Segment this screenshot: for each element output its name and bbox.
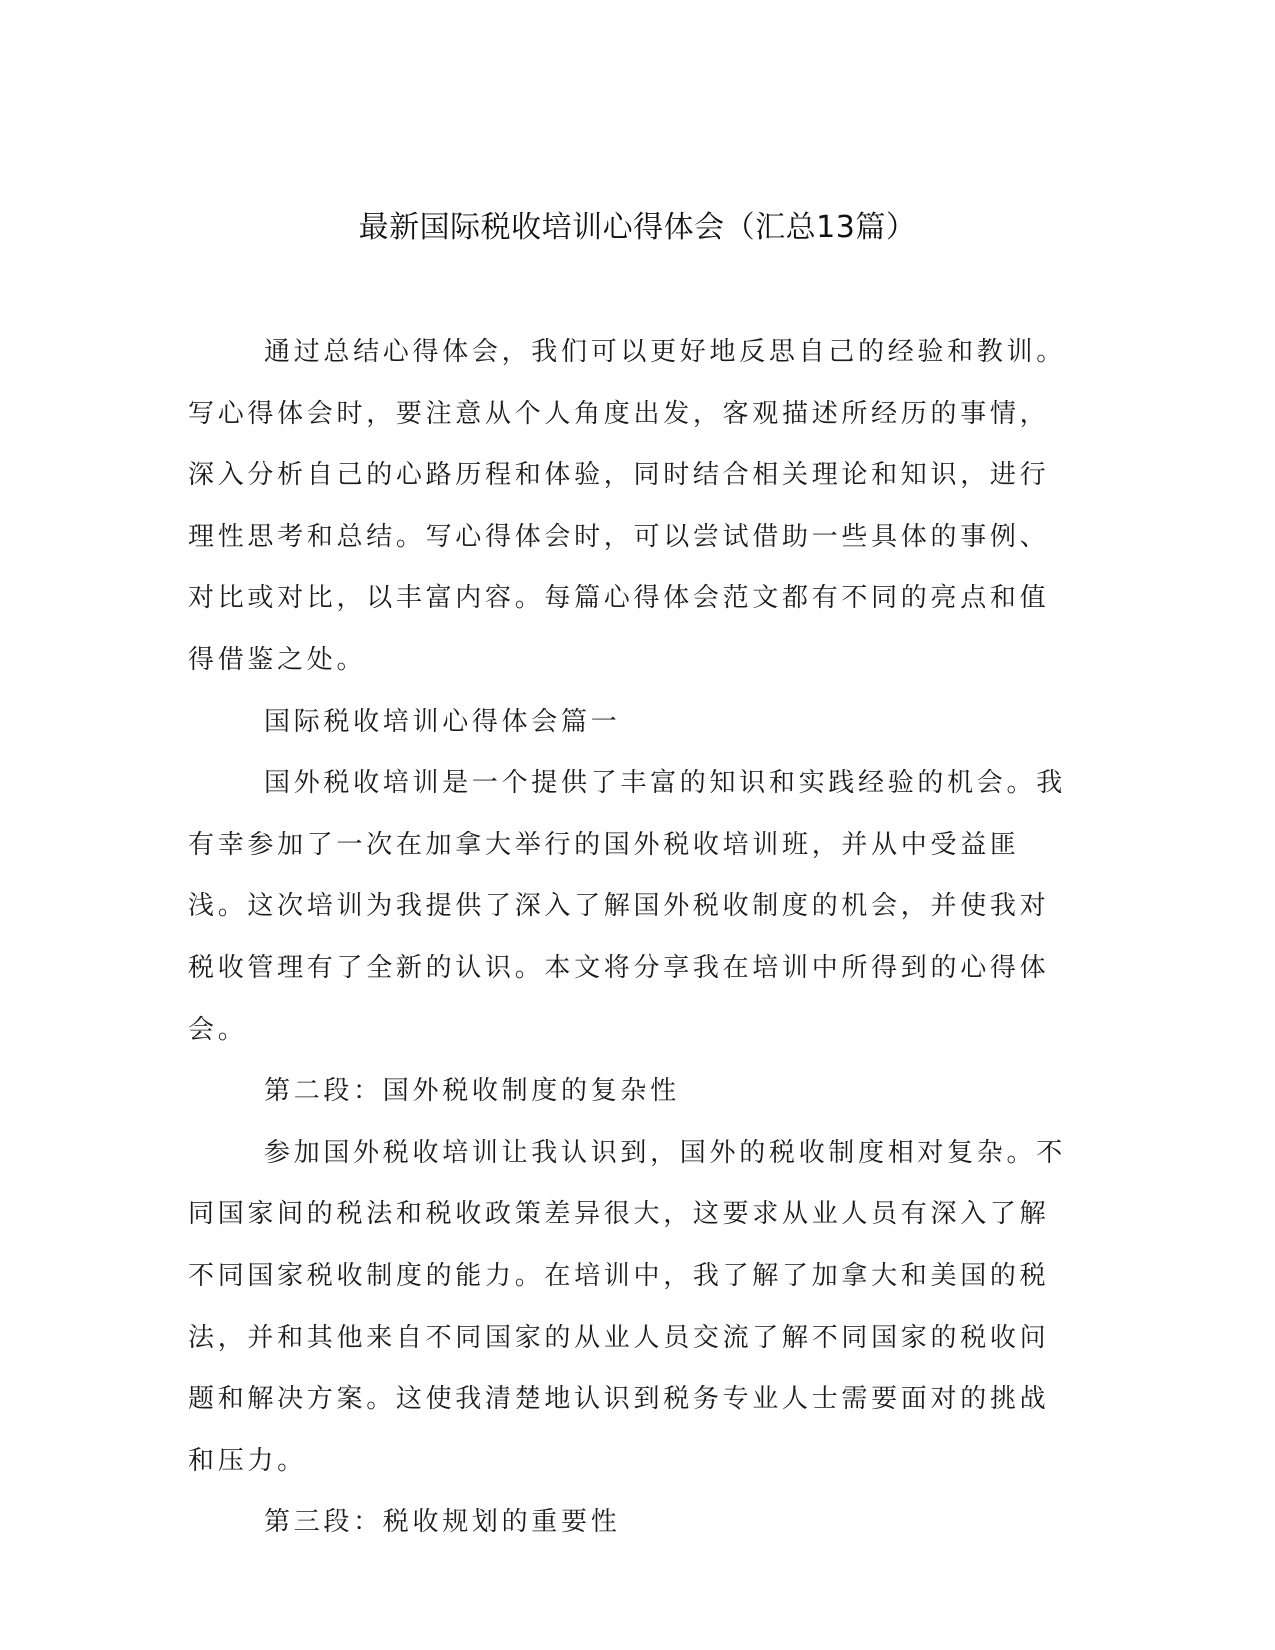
body-paragraph: 参加国外税收培训让我认识到，国外的税收制度相对复杂。不同国家间的税法和税收政策差异很大，这要求从业人员有深入了解不同国家税收制度的能力。在培训中，我了解了加拿大和美国的税法，并和其他来自不同国家的从业人员交流了解不同国家的税收问题和解决方案。这使我清楚地认识到税务专业人士需要面对的挑战和压力。 xyxy=(188,1137,1066,1476)
body-paragraph: 国外税收培训是一个提供了丰富的知识和实践经验的机会。我有幸参加了一次在加拿大举行的国外税收培训班，并从中受益匪浅。这次培训为我提供了深入了解国外税收制度的机会，并使我对税收管理有了全新的认识。本文将分享我在培训中所得到的心得体会。 xyxy=(188,768,1066,1045)
section-heading-part-one: 国际税收培训心得体会篇一 xyxy=(264,706,621,737)
intro-paragraph: 通过总结心得体会，我们可以更好地反思自己的经验和教训。写心得体会时，要注意从个人角度出发，客观描述所经历的事情，深入分析自己的心路历程和体验，同时结合相关理论和知识，进行理性思考和总结。写心得体会时，可以尝试借助一些具体的事例、对比或对比，以丰富内容。每篇心得体会范文都有不同的亮点和值得借鉴之处。 xyxy=(188,337,1066,675)
section-heading-second: 第二段：国外税收制度的复杂性 xyxy=(264,1076,680,1107)
section-heading-third: 第三段：税收规划的重要性 xyxy=(264,1507,621,1538)
document-title: 最新国际税收培训心得体会（汇总13篇） xyxy=(358,210,917,245)
document-body xyxy=(188,322,1068,1554)
